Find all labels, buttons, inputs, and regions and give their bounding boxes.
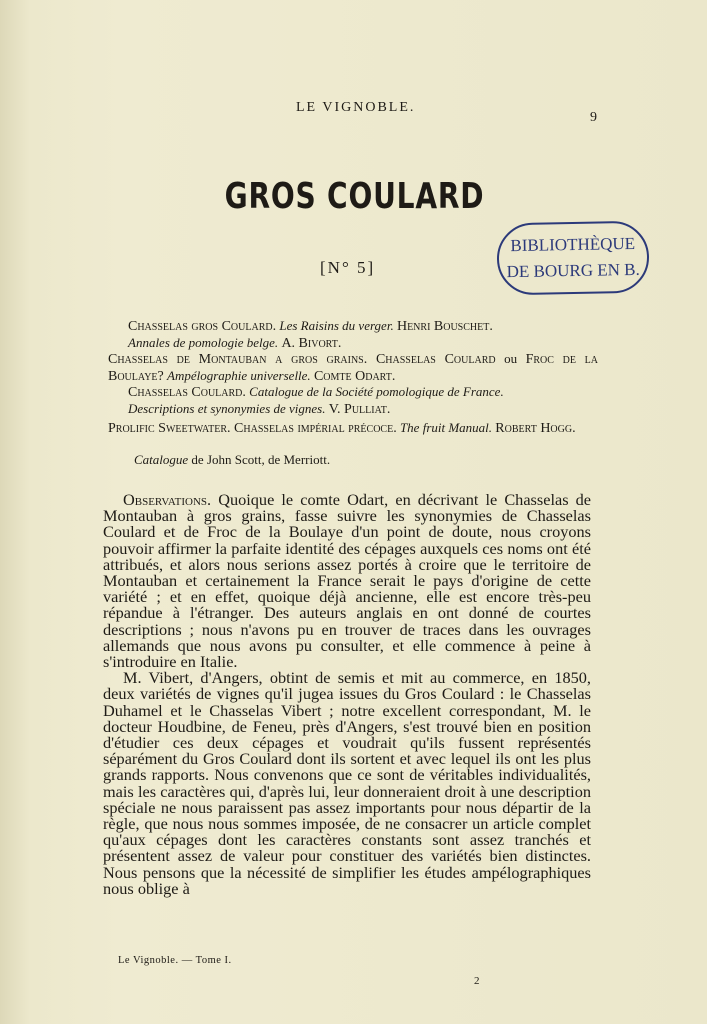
stamp-line-2: DE BOURG EN B. [506,259,640,282]
stamp-line-1: BIBLIOTHÈQUE [510,233,636,256]
synonym-entry: Catalogue de John Scott, de Merriott. [134,452,331,467]
synonym-entry: Chasselas de Montauban a gros grains. Chasselas Coulard ou Froc de la Boulaye? Ampélographie universelle. Comte Odart. [108,351,599,384]
page-number: 9 [590,110,597,125]
page-title: GROS COULARD [224,176,485,217]
synonym-entry: Chasselas Coulard. Catalogue de la Société pomologique de France. Descriptions et synonymies de vignes. V. Pulliat. [128,384,504,417]
sheet-number: 2 [474,975,480,987]
observations-paragraph-2: M. Vibert, d'Angers, obtint de semis et mit au commerce, en 1850, deux variétés de vignes qu'il jugea issues du Gros Coulard : le Chasselas Duhamel et le Chasselas Vibert ; notre excellent correspondant, M. le docteur Houdbine, de Feneu, près d'Angers, s'est trouvé bien en position d'étudier ces deux cépages et voudrait qu'ils fussent représentés séparément du Gros Coulard dont ils sortent et avec lequel ils ont les plus grands rapports. Nous convenons que ce sont de véritables individualités, mais les caractères qui, d'après lui, leur donneraient droit à une description spéciale ne nous paraissent pas assez importants pour nous départir de la règle, que nous nous sommes imposée, de ne consacrer un article complet qu'aux cépages dont les caractères constants sont assez tranchés et présentent assez de valeur pour constituer des variétés bien distinctes. Nous pensons que la nécessité de simplifier les études ampélographiques nous oblige à [103,668,591,898]
synonym-entry: Chasselas gros Coulard. Les Raisins du verger. Henri Bouschet. Annales de pomologie belge. A. Bivort. [128,318,493,351]
observations-paragraph-1: Observations. Quoique le comte Odart, en décrivant le Chasselas de Montauban à gros grains, fasse suivre les synonymies de Chasselas Coulard et de Froc de la Boulaye d'un point de doute, nous croyons pouvoir affirmer la parfaite identité des cépages auxquels ces noms ont été attribués, et alors nous serions assez portés à croire que le territoire de Montauban et certainement la France serait le pays d'origine de cette variété ; et en effet, quoique déjà ancienne, elle est encore très-peu répandue à l'étranger. Des auteurs anglais en ont donné de courtes descriptions ; nous n'avons pu en trouver de traces dans les ouvrages allemands que nous avons pu consulter, et elle commence à peine à s'introduire en Italie. [103,490,591,672]
signature-mark: Le Vignoble. — Tome I. [118,955,232,966]
observations-text [103,492,591,897]
library-stamp [496,221,649,296]
synonym-entry: Prolific Sweetwater. Chasselas impérial précoce. The fruit Manual. Robert Hogg. [108,420,576,436]
running-head: LE VIGNOBLE. [296,100,416,115]
variety-number: [N° 5] [320,258,376,277]
